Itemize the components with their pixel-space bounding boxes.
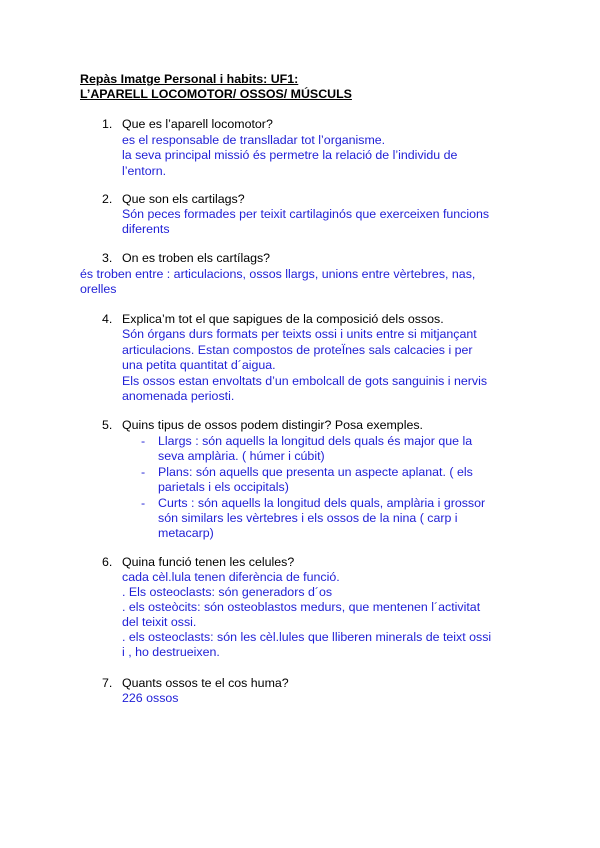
bullet-2-line-1: Plans: són aquells que presenta un aspecte aplanat. ( els <box>158 465 473 479</box>
answer-4-line-5: anomenada periosti. <box>122 389 235 403</box>
answer-2-line-1: Són peces formades per teixit cartilaginós que exerceixen funcions <box>122 207 490 221</box>
question-5 <box>102 418 423 433</box>
question-number: 7. <box>102 676 113 690</box>
answer-6-line-1: cada cèl.lula tenen diferència de funció. <box>122 570 340 584</box>
bullet-marker: - <box>141 434 146 448</box>
question-7 <box>102 676 289 691</box>
question-text: Quina funció tenen les celules? <box>122 555 295 569</box>
answer-6-line-2: . Els osteoclasts: són generadors d´os <box>122 585 333 599</box>
bullet-3-line-3: metacarp) <box>158 526 214 540</box>
answer-6-line-3: . els osteòcits: són osteoblastos medurs, que mentenen l´activitat <box>122 600 481 614</box>
question-number: 3. <box>102 251 113 265</box>
answer-1-line-3: l’entorn. <box>122 164 167 178</box>
question-number: 2. <box>102 192 113 206</box>
answer-3-line-1: és troben entre : articulacions, ossos llargs, unions entre vèrtebres, nas, <box>80 267 476 281</box>
question-text: Quants ossos te el cos huma? <box>122 676 289 690</box>
answer-6-line-6: i , ho destrueixen. <box>122 645 220 659</box>
question-text: Explica’m tot el que sapigues de la composició dels ossos. <box>122 312 444 326</box>
question-2 <box>102 192 245 207</box>
bullet-marker: - <box>141 465 146 479</box>
bullet-marker: - <box>141 496 146 510</box>
answer-6-line-5: . els osteoclasts: són les cèl.lules que lliberen minerals de teixt ossi <box>122 630 492 644</box>
answer-7-line-1: 226 ossos <box>122 691 179 705</box>
question-number: 5. <box>102 418 113 432</box>
answer-2-line-2: diferents <box>122 222 170 236</box>
question-number: 4. <box>102 312 113 326</box>
question-text: Que son els cartilags? <box>122 192 245 206</box>
question-number: 1. <box>102 117 113 131</box>
answer-1-line-2: la seva principal missió és permetre la relació de l’individu de <box>122 148 458 162</box>
answer-3-line-2: orelles <box>80 282 117 296</box>
answer-6-line-4: del teixit ossi. <box>122 615 197 629</box>
answer-1-line-1: es el responsable de translladar tot l’organisme. <box>122 133 386 147</box>
question-text: On es troben els cartílags? <box>122 251 271 265</box>
question-4 <box>102 312 444 327</box>
answer-4-line-1: Són órgans durs formats per teixts ossi i units entre si mitjançant <box>122 327 477 341</box>
question-6 <box>102 555 294 570</box>
question-1 <box>102 117 273 132</box>
question-text: Quins tipus de ossos podem distingir? Posa exemples. <box>122 418 423 432</box>
bullet-2-line-2: parietals i els occipitals) <box>158 480 289 494</box>
document-title-line-2: L’APARELL LOCOMOTOR/ OSSOS/ MÚSCULS <box>80 87 352 101</box>
answer-4-line-3: una petita quantitat d´aigua. <box>122 358 276 372</box>
question-3 <box>102 251 270 266</box>
bullet-3-line-2: són similars les vèrtebres i els ossos de la nina ( carp i <box>158 511 458 525</box>
answer-4-line-2: articulacions. Estan compostos de proteÏnes sals calcacies i per <box>122 343 473 357</box>
bullet-3-line-1: Curts : són aquells la longitud dels quals, amplària i grossor <box>158 496 486 510</box>
document-title-line-1: Repàs Imatge Personal i habits: UF1: <box>80 72 299 86</box>
answer-4-line-4: Els ossos estan envoltats d’un embolcall de gots sanguinis i nervis <box>122 374 488 388</box>
question-number: 6. <box>102 555 113 569</box>
bullet-1-line-1: Llargs : són aquells la longitud dels quals és major que la <box>158 434 473 448</box>
question-text: Que es l’aparell locomotor? <box>122 117 273 131</box>
bullet-1-line-2: seva amplària. ( húmer i cúbit) <box>158 449 325 463</box>
